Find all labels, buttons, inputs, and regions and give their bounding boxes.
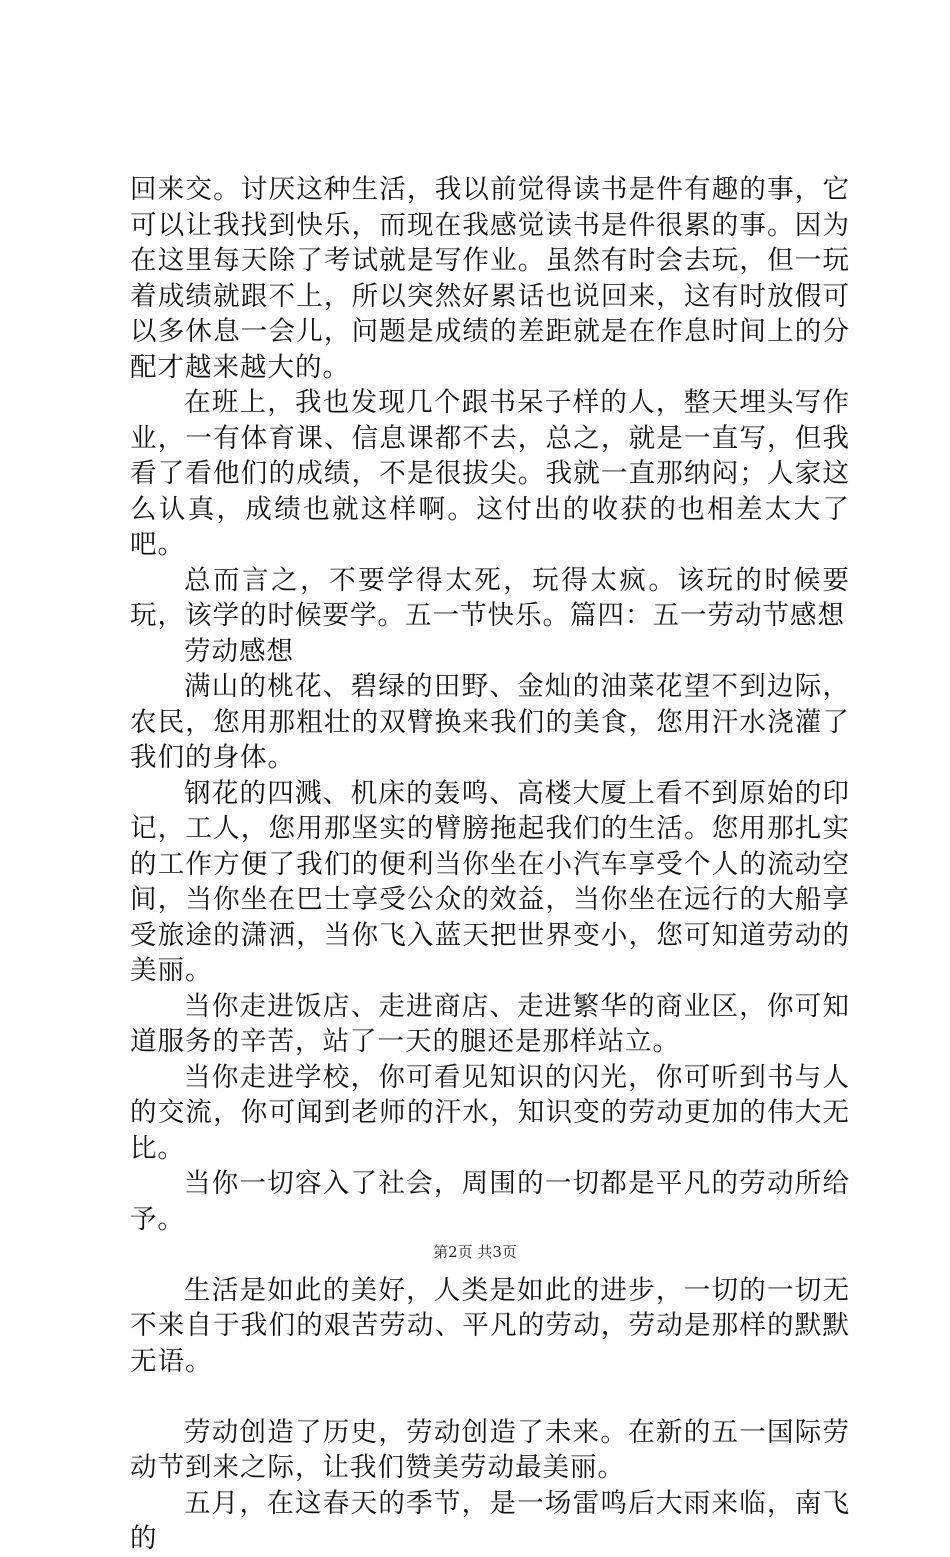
- paragraph-6: 钢花的四溅、机床的轰鸣、高楼大厦上看不到原始的印记，工人，您用那坚实的臂膀拖起我们的生活。您用那扎实的工作方便了我们的便利当你坐在小汽车享受个人的流动空间，当你坐在巴士享受公众的效益，当你坐在远行的大船享受旅途的潇洒，当你飞入蓝天把世界变小，您可知道劳动的美丽。: [130, 777, 850, 986]
- paragraph-12: 五月，在这春天的季节，是一场雷鸣后大雨来临，南飞的: [130, 1487, 850, 1554]
- paragraph-10: 生活是如此的美好，人类是如此的进步，一切的一切无不来自于我们的艰苦劳动、平凡的劳动，劳动是那样的默默无语。: [130, 1274, 850, 1377]
- page-indicator: 第2页 共3页: [433, 1243, 517, 1261]
- document-body: [130, 172, 850, 1557]
- paragraph-8: 当你走进学校，你可看见知识的闪光，你可听到书与人的交流，你可闻到老师的汗水，知识变的劳动更加的伟大无比。: [130, 1061, 850, 1164]
- paragraph-2: 在班上，我也发现几个跟书呆子样的人，整天埋头写作业，一有体育课、信息课都不去，总之，就是一直写，但我看了看他们的成绩，不是很拔尖。我就一直那纳闷；人家这么认真，成绩也就这样啊。这付出的收获的也相差太大了吧。: [130, 387, 850, 560]
- paragraph-3: 总而言之，不要学得太死，玩得太疯。该玩的时候要玩，该学的时候要学。五一节快乐。篇四：五一劳动节感想: [130, 564, 850, 631]
- paragraph-5: 满山的桃花、碧绿的田野、金灿的油菜花望不到边际，农民，您用那粗壮的双臂换来我们的美食，您用汗水浇灌了我们的身体。: [130, 671, 850, 773]
- paragraph-1: 回来交。讨厌这种生活，我以前觉得读书是件有趣的事，它可以让我找到快乐，而现在我感觉读书是件很累的事。因为在这里每天除了考试就是写作业。虽然有时会去玩，但一玩着成绩就跟不上，所以突然好累话也说回来，这有时放假可以多休息一会儿，问题是成绩的差距就是在作息时间上的分配才越来越大的。: [130, 174, 850, 383]
- paragraph-11: 劳动创造了历史，劳动创造了未来。在新的五一国际劳动节到来之际，让我们赞美劳动最美丽。: [130, 1416, 850, 1483]
- paragraph-7: 当你走进饭店、走进商店、走进繁华的商业区，你可知道服务的辛苦，站了一天的腿还是那样站立。: [130, 990, 850, 1057]
- section-heading: 劳动感想: [184, 635, 294, 667]
- blank-line: [130, 1379, 850, 1415]
- paragraph-9: 当你一切容入了社会，周围的一切都是平凡的劳动所给予。: [130, 1168, 850, 1235]
